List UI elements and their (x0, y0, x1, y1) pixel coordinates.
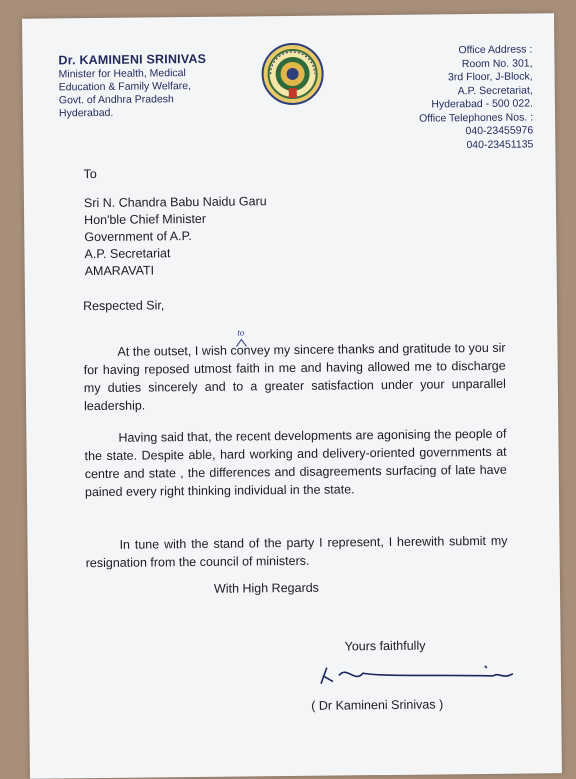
recipient-line: Hon'ble Chief Minister (84, 211, 207, 228)
sender-name: Dr. KAMINENI SRINIVAS (58, 51, 207, 68)
office-line: Room No. 301, (461, 56, 533, 70)
office-line: 3rd Floor, J-Block, (447, 70, 533, 84)
paragraph-developments: Having said that, the recent developments are agonising the people of the state. Despite able, hard working and delivery-oriented governments at centre and state , the differences and disagreements surfacing of late have pained every right thinking individual in the state. (84, 426, 507, 500)
paragraph-thanks: At the outset, I wish convey my sincere thanks and gratitude to you sir for having reposed utmost faith in me and having allowed me to discharge my duties sincerely and to a greater satisfaction under your unparallel leadership. (83, 340, 506, 414)
state-emblem-icon (260, 42, 325, 107)
recipient-line: Government of A.P. (84, 229, 192, 245)
sender-line: Minister for Health, Medical (58, 67, 186, 81)
to-label: To (83, 167, 97, 182)
recipient-line: AMARAVATI (84, 263, 155, 279)
office-line: Office Address : (458, 43, 533, 57)
paragraph-resignation: In tune with the stand of the party I represent, I herewith submit my resignation from the council of ministers. (85, 533, 508, 571)
signatory-name: ( Dr Kamineni Srinivas ) (311, 697, 444, 713)
sender-line: Hyderabad. (58, 106, 114, 120)
recipient-line: Sri N. Chandra Babu Naidu Garu (83, 194, 267, 211)
sender-line: Govt. of Andhra Pradesh (58, 93, 174, 107)
office-line: Office Telephones Nos. : (418, 110, 534, 125)
office-line: A.P. Secretariat, (457, 83, 533, 97)
recipient-line: A.P. Secretariat (84, 246, 171, 262)
letterhead-page (22, 13, 562, 779)
office-phone: 040-23455976 (465, 124, 534, 138)
closing-regards: With High Regards (213, 580, 319, 596)
office-address-block (418, 43, 533, 152)
handwritten-insert-text: to (237, 327, 245, 338)
yours-faithfully: Yours faithfully (344, 638, 426, 654)
salutation: Respected Sir, (82, 298, 165, 314)
sender-line: Education & Family Welfare, (58, 80, 192, 94)
office-line: Hyderabad - 500 022. (431, 97, 533, 111)
sender-block (58, 53, 206, 121)
recipient-address (84, 193, 268, 280)
signature-icon (317, 660, 517, 688)
office-phone: 040-23451135 (466, 137, 534, 151)
